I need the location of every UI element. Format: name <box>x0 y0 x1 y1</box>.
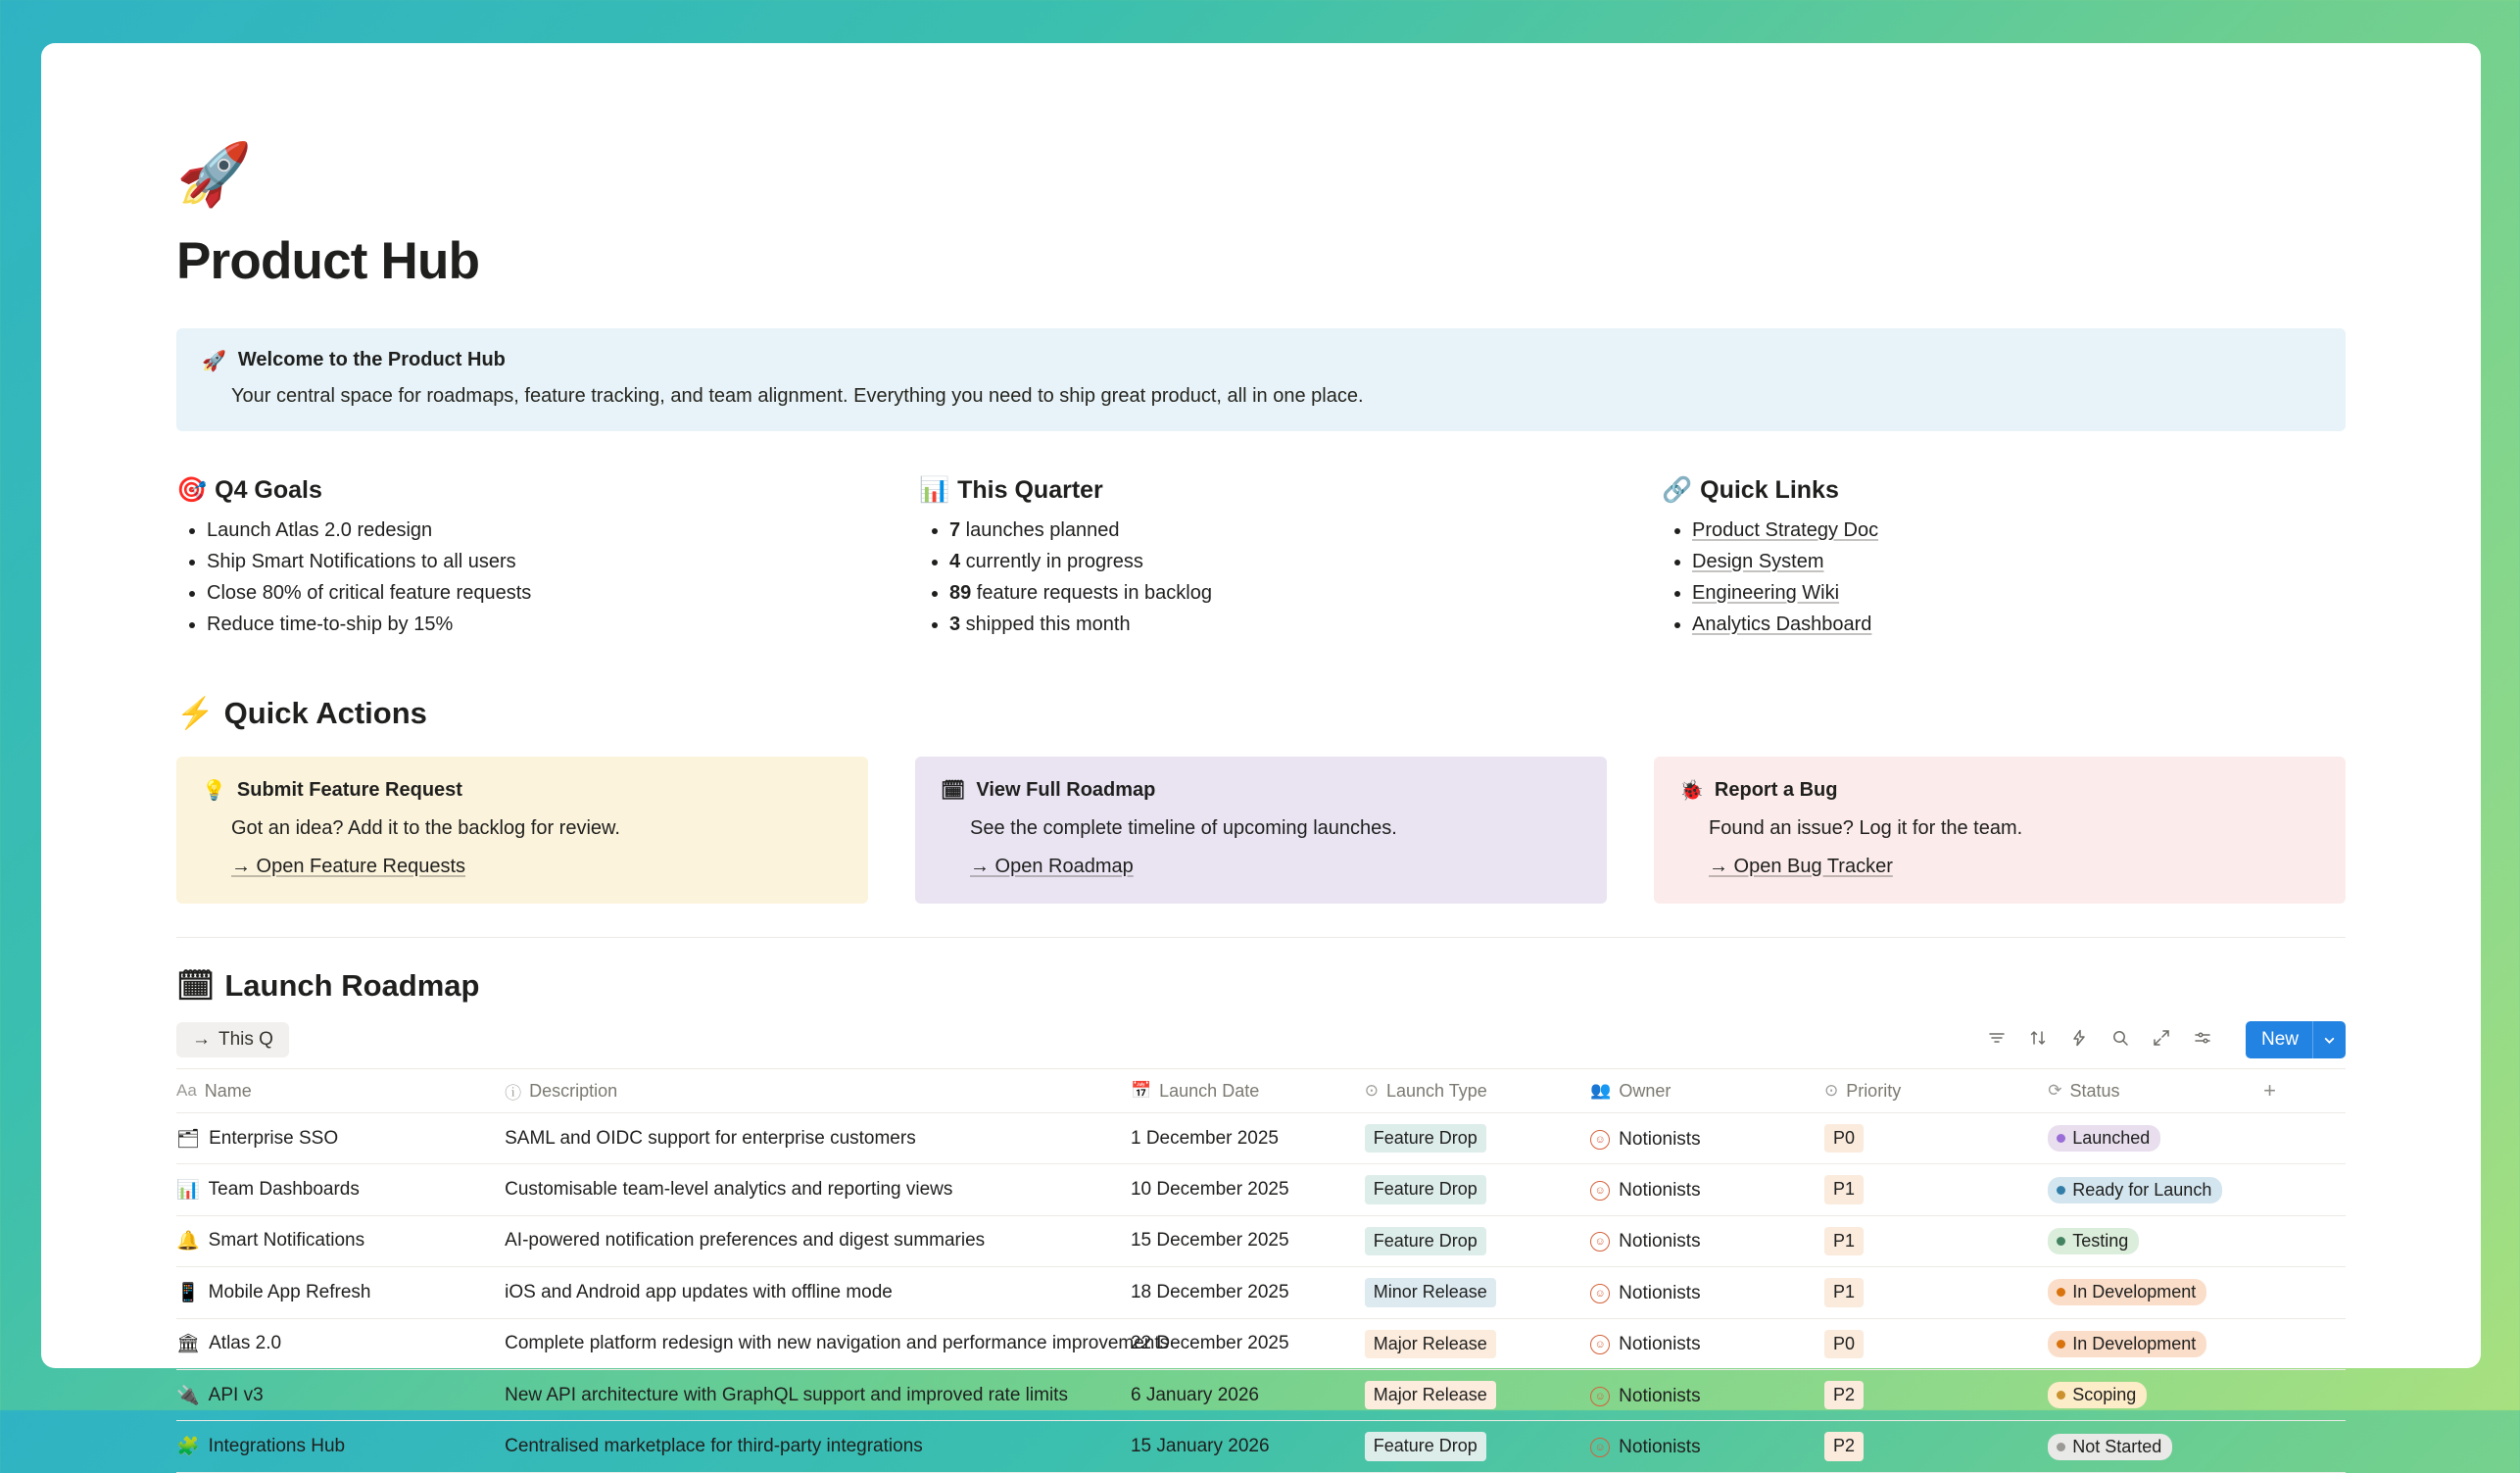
launch-type-tag: Feature Drop <box>1365 1432 1486 1460</box>
status-label: In Development <box>2072 1282 2197 1302</box>
cell-name[interactable] <box>176 1215 505 1266</box>
column-header-label: Launch Date <box>1159 1080 1260 1101</box>
link-product-strategy-doc[interactable]: Product Strategy Doc <box>1692 519 1879 541</box>
view-tab-label: This Q <box>218 1029 273 1050</box>
launch-roadmap-heading: Launch Roadmap <box>224 967 480 1003</box>
search-icon[interactable] <box>2110 1028 2130 1052</box>
priority-tag: P0 <box>1824 1124 1864 1153</box>
card-report-a-bug[interactable] <box>1654 757 2346 904</box>
avatar: ☺ <box>1590 1130 1610 1150</box>
cell-status[interactable] <box>2048 1421 2263 1472</box>
table-row[interactable] <box>176 1318 2346 1369</box>
callout-title-row <box>202 349 2320 373</box>
priority-tag: P2 <box>1824 1432 1864 1460</box>
column-header-name[interactable] <box>176 1069 505 1113</box>
quick-actions-heading: Quick Actions <box>223 695 427 730</box>
link-analytics-dashboard[interactable]: Analytics Dashboard <box>1692 614 1872 635</box>
list-item: • Reduce time-to-ship by 15% <box>207 609 860 640</box>
table-header-row <box>176 1069 2346 1113</box>
select-icon: ⊙ <box>1823 1081 1839 1101</box>
row-name: Atlas 2.0 <box>209 1333 282 1354</box>
page-title: Product Hub <box>176 232 480 290</box>
launch-roadmap-table <box>176 1068 2346 1473</box>
column-header-label: Name <box>204 1080 252 1101</box>
launch-type-tag: Feature Drop <box>1365 1175 1486 1203</box>
status-dot <box>2057 1186 2065 1195</box>
this-quarter-list <box>919 515 1603 640</box>
plus-icon: + <box>2263 1078 2277 1103</box>
status-dot <box>2057 1391 2065 1399</box>
cell-owner[interactable] <box>1590 1164 1824 1215</box>
launch-type-tag: Major Release <box>1365 1330 1496 1358</box>
cell-launch-date[interactable]: 6 January 2026 <box>1131 1369 1365 1420</box>
app-window <box>41 43 2481 1458</box>
card-title-row <box>1679 778 2320 803</box>
cell-priority[interactable] <box>1824 1421 2048 1472</box>
status-dot <box>2057 1340 2065 1349</box>
cell-name[interactable] <box>176 1318 505 1369</box>
status-label: In Development <box>2072 1333 2197 1353</box>
stat-label: currently in progress <box>960 551 1143 572</box>
row-icon: 🔔 <box>176 1231 200 1252</box>
cell-status[interactable] <box>2048 1267 2263 1318</box>
cell-empty <box>2263 1113 2346 1164</box>
cell-priority[interactable] <box>1824 1267 2048 1318</box>
table-row[interactable] <box>176 1369 2346 1420</box>
list-item <box>1692 546 2346 577</box>
table-row[interactable] <box>176 1421 2346 1472</box>
view-tab-this-q[interactable] <box>176 1022 289 1057</box>
column-header-launch-type[interactable] <box>1365 1069 1590 1113</box>
column-header-label: Owner <box>1619 1080 1672 1101</box>
stat-value: 4 <box>949 551 961 572</box>
list-item <box>949 577 1603 609</box>
chevron-down-icon[interactable] <box>2312 1021 2346 1058</box>
stat-value: 7 <box>949 519 961 541</box>
toolbar-icon-group <box>1987 1021 2346 1058</box>
cell-launch-type[interactable] <box>1365 1113 1590 1164</box>
cell-launch-date[interactable]: 18 December 2025 <box>1131 1267 1365 1318</box>
cell-name[interactable] <box>176 1113 505 1164</box>
status-badge <box>2048 1434 2172 1460</box>
list-item: • Ship Smart Notifications to all users <box>207 546 860 577</box>
table-row[interactable] <box>176 1267 2346 1318</box>
cell-description[interactable]: SAML and OIDC support for enterprise customers <box>505 1113 1131 1164</box>
quick-actions-heading-row <box>176 695 2346 731</box>
owner-name: Notionists <box>1619 1437 1701 1458</box>
new-button-label: New <box>2260 1029 2299 1050</box>
cell-launch-date[interactable]: 15 December 2025 <box>1131 1215 1365 1266</box>
calendar-icon: 📅 <box>1130 1081 1152 1101</box>
link-engineering-wiki[interactable]: Engineering Wiki <box>1692 582 1840 604</box>
expand-icon[interactable] <box>2152 1028 2171 1052</box>
stat-label: shipped this month <box>960 614 1131 635</box>
cell-name[interactable] <box>176 1267 505 1318</box>
cell-owner[interactable] <box>1590 1215 1824 1266</box>
row-icon: 🧩 <box>176 1437 200 1458</box>
card-view-full-roadmap[interactable] <box>915 757 1607 904</box>
list-item <box>949 546 1603 577</box>
table-row[interactable] <box>176 1164 2346 1215</box>
link-icon: 🔗 <box>1662 476 1693 504</box>
card-link-row <box>970 856 1581 878</box>
column-header-label: Status <box>2069 1080 2120 1101</box>
status-dot <box>2057 1443 2065 1451</box>
list-item: • Close 80% of critical feature requests <box>207 577 860 609</box>
priority-tag: P2 <box>1824 1381 1864 1409</box>
column-quick-links <box>1662 476 2346 640</box>
bar-chart-icon: 📊 <box>919 476 950 504</box>
stat-value: 89 <box>949 582 972 604</box>
cell-launch-type[interactable] <box>1365 1215 1590 1266</box>
card-title: View Full Roadmap <box>976 779 1156 801</box>
status-badge <box>2048 1331 2206 1357</box>
cell-empty <box>2263 1164 2346 1215</box>
lightning-icon: ⚡ <box>176 696 215 730</box>
card-link-row <box>231 856 843 878</box>
quick-links-list <box>1662 515 2346 640</box>
card-title-row <box>202 778 843 803</box>
card-link-row <box>1709 856 2320 878</box>
quick-links-heading: Quick Links <box>1700 476 1839 504</box>
bug-icon: 🐞 <box>1679 780 1704 802</box>
row-name: Smart Notifications <box>208 1230 365 1252</box>
list-item: • Launch Atlas 2.0 redesign <box>207 515 860 546</box>
status-label: Not Started <box>2072 1436 2162 1456</box>
cell-description[interactable]: Complete platform redesign with new navigation and performance improvements <box>505 1318 1131 1369</box>
column-header-add[interactable] <box>2263 1069 2346 1113</box>
select-icon: ⊙ <box>1364 1081 1379 1101</box>
card-description: Got an idea? Add it to the backlog for review. <box>231 817 620 839</box>
text-type-icon: Aa <box>176 1081 197 1101</box>
owner-name: Notionists <box>1619 1231 1701 1252</box>
arrow-right-icon: → <box>192 1029 211 1050</box>
card-title-row <box>941 778 1581 803</box>
callout-title: Welcome to the Product Hub <box>237 349 506 370</box>
quick-links-heading-row <box>1662 476 2346 505</box>
target-icon: 🎯 <box>176 476 208 504</box>
row-icon: 🔌 <box>176 1385 200 1406</box>
launch-roadmap-heading-row <box>176 967 2346 1004</box>
cell-owner[interactable] <box>1590 1369 1824 1420</box>
calendar-icon: 🗓 <box>941 780 966 802</box>
cell-name[interactable] <box>176 1369 505 1420</box>
cell-empty <box>2263 1369 2346 1420</box>
q4-goals-list <box>176 515 860 640</box>
page-content <box>41 43 2481 1473</box>
new-button[interactable] <box>2246 1021 2346 1058</box>
list-item <box>1692 609 2346 640</box>
owner-name: Notionists <box>1619 1180 1701 1202</box>
rocket-icon: 🚀 <box>202 351 226 372</box>
database-toolbar <box>176 1021 2346 1058</box>
cell-status[interactable] <box>2048 1215 2263 1266</box>
avatar: ☺ <box>1590 1335 1610 1354</box>
column-q4-goals <box>176 476 860 640</box>
column-header-label: Priority <box>1846 1080 1902 1101</box>
cell-launch-date[interactable]: 10 December 2025 <box>1131 1164 1365 1215</box>
quick-action-cards <box>176 757 2346 904</box>
status-icon: ⟳ <box>2048 1081 2062 1101</box>
open-roadmap-link[interactable]: → Open Roadmap <box>970 856 1134 877</box>
q4-goals-heading: Q4 Goals <box>215 476 322 504</box>
cell-description[interactable]: AI-powered notification preferences and digest summaries <box>505 1215 1131 1266</box>
card-description: See the complete timeline of upcoming launches. <box>970 817 1397 839</box>
divider <box>176 937 2346 938</box>
list-item <box>949 515 1603 546</box>
cell-priority[interactable] <box>1824 1113 2048 1164</box>
cell-launch-date[interactable]: 22 December 2025 <box>1131 1318 1365 1369</box>
priority-tag: P0 <box>1824 1330 1864 1358</box>
stat-label: feature requests in backlog <box>971 582 1212 604</box>
owner-name: Notionists <box>1619 1128 1701 1150</box>
card-description: Found an issue? Log it for the team. <box>1709 817 2023 839</box>
table-row[interactable] <box>176 1215 2346 1266</box>
status-badge <box>2048 1177 2222 1203</box>
avatar: ☺ <box>1590 1387 1610 1406</box>
owner-name: Notionists <box>1619 1334 1701 1355</box>
priority-tag: P1 <box>1824 1175 1864 1203</box>
row-name: Team Dashboards <box>208 1179 360 1201</box>
info-icon: ⓘ <box>505 1083 522 1103</box>
status-dot <box>2057 1134 2065 1143</box>
cell-launch-type[interactable] <box>1365 1421 1590 1472</box>
status-badge <box>2048 1279 2206 1305</box>
lightning-icon[interactable] <box>2069 1028 2089 1052</box>
row-name: API v3 <box>208 1384 264 1405</box>
cell-owner[interactable] <box>1590 1421 1824 1472</box>
cell-empty <box>2263 1318 2346 1369</box>
card-submit-feature-request[interactable] <box>176 757 868 904</box>
this-quarter-heading-row <box>919 476 1603 505</box>
cell-status[interactable] <box>2048 1369 2263 1420</box>
priority-tag: P1 <box>1824 1278 1864 1306</box>
avatar: ☺ <box>1590 1232 1610 1252</box>
launch-type-tag: Major Release <box>1365 1381 1496 1409</box>
cell-launch-date[interactable]: 1 December 2025 <box>1131 1113 1365 1164</box>
list-item <box>1692 577 2346 609</box>
cell-owner[interactable] <box>1590 1318 1824 1369</box>
launch-type-tag: Minor Release <box>1365 1278 1496 1306</box>
status-badge <box>2048 1125 2160 1152</box>
cell-priority[interactable] <box>1824 1164 2048 1215</box>
cell-priority[interactable] <box>1824 1318 2048 1369</box>
stat-value: 3 <box>949 614 961 635</box>
status-badge <box>2048 1228 2139 1254</box>
column-header-owner[interactable] <box>1590 1069 1824 1113</box>
this-quarter-heading: This Quarter <box>957 476 1103 504</box>
card-title: Report a Bug <box>1714 779 1838 801</box>
sliders-icon[interactable] <box>2193 1028 2212 1052</box>
link-design-system[interactable]: Design System <box>1692 551 1824 572</box>
cell-name[interactable] <box>176 1164 505 1215</box>
status-dot <box>2057 1288 2065 1297</box>
callout-body: Your central space for roadmaps, feature tracking, and team alignment. Everything you need to ship great product, all in one place. <box>231 385 1364 407</box>
owner-name: Notionists <box>1619 1385 1701 1406</box>
cell-launch-date[interactable]: 15 January 2026 <box>1131 1421 1365 1472</box>
cell-owner[interactable] <box>1590 1267 1824 1318</box>
cell-priority[interactable] <box>1824 1369 2048 1420</box>
avatar: ☺ <box>1590 1438 1610 1457</box>
cell-empty <box>2263 1215 2346 1266</box>
column-header-launch-date[interactable] <box>1131 1069 1365 1113</box>
three-column-section <box>176 476 2346 640</box>
cell-launch-type[interactable] <box>1365 1164 1590 1215</box>
bulb-icon: 💡 <box>202 780 226 802</box>
list-item <box>949 609 1603 640</box>
column-header-description[interactable] <box>505 1069 1131 1113</box>
status-dot <box>2057 1237 2065 1246</box>
card-title: Submit Feature Request <box>236 779 462 801</box>
cell-description[interactable]: Centralised marketplace for third-party integrations <box>505 1421 1131 1472</box>
column-header-label: Launch Type <box>1386 1080 1487 1101</box>
priority-tag: P1 <box>1824 1227 1864 1255</box>
owner-name: Notionists <box>1619 1282 1701 1303</box>
calendar-icon: 🗓 <box>176 968 216 1003</box>
sort-icon[interactable] <box>2028 1028 2048 1052</box>
status-badge <box>2048 1382 2147 1408</box>
q4-goals-heading-row <box>176 476 860 505</box>
status-label: Scoping <box>2072 1385 2137 1405</box>
open-bug-tracker-link[interactable]: → Open Bug Tracker <box>1709 856 1893 877</box>
column-header-status[interactable] <box>2048 1069 2263 1113</box>
list-item <box>1692 515 2346 546</box>
avatar: ☺ <box>1590 1284 1610 1303</box>
column-header-priority[interactable] <box>1824 1069 2048 1113</box>
cell-empty <box>2263 1421 2346 1472</box>
cell-status[interactable] <box>2048 1318 2263 1369</box>
row-icon: 🗂 <box>176 1128 201 1150</box>
status-label: Testing <box>2072 1230 2129 1251</box>
column-header-label: Description <box>529 1080 618 1101</box>
cell-name[interactable] <box>176 1421 505 1472</box>
row-name: Integrations Hub <box>208 1436 346 1457</box>
cell-description[interactable]: New API architecture with GraphQL support and improved rate limits <box>505 1369 1131 1420</box>
row-name: Mobile App Refresh <box>208 1281 371 1302</box>
table-row[interactable] <box>176 1113 2346 1164</box>
cell-description[interactable]: iOS and Android app updates with offline mode <box>505 1267 1131 1318</box>
cell-launch-type[interactable] <box>1365 1369 1590 1420</box>
launch-type-tag: Feature Drop <box>1365 1227 1486 1255</box>
column-this-quarter <box>919 476 1603 640</box>
page-icon: 🚀 <box>176 141 253 209</box>
row-icon: 📊 <box>176 1180 200 1202</box>
cell-description[interactable]: Customisable team-level analytics and reporting views <box>505 1164 1131 1215</box>
cell-launch-type[interactable] <box>1365 1318 1590 1369</box>
welcome-callout <box>176 328 2346 431</box>
cell-status[interactable] <box>2048 1113 2263 1164</box>
cell-empty <box>2263 1267 2346 1318</box>
cell-priority[interactable] <box>1824 1215 2048 1266</box>
status-label: Launched <box>2072 1128 2151 1149</box>
filter-icon[interactable] <box>1987 1028 2007 1052</box>
row-icon: 🏛 <box>176 1334 201 1355</box>
cell-launch-type[interactable] <box>1365 1267 1590 1318</box>
people-icon: 👥 <box>1590 1081 1612 1101</box>
cell-status[interactable] <box>2048 1164 2263 1215</box>
status-label: Ready for Launch <box>2072 1179 2212 1200</box>
open-feature-requests-link[interactable]: → Open Feature Requests <box>231 856 466 877</box>
stat-label: launches planned <box>960 519 1120 541</box>
row-icon: 📱 <box>176 1282 200 1303</box>
row-name: Enterprise SSO <box>209 1127 339 1149</box>
launch-type-tag: Feature Drop <box>1365 1124 1486 1153</box>
avatar: ☺ <box>1590 1181 1610 1201</box>
cell-owner[interactable] <box>1590 1113 1824 1164</box>
